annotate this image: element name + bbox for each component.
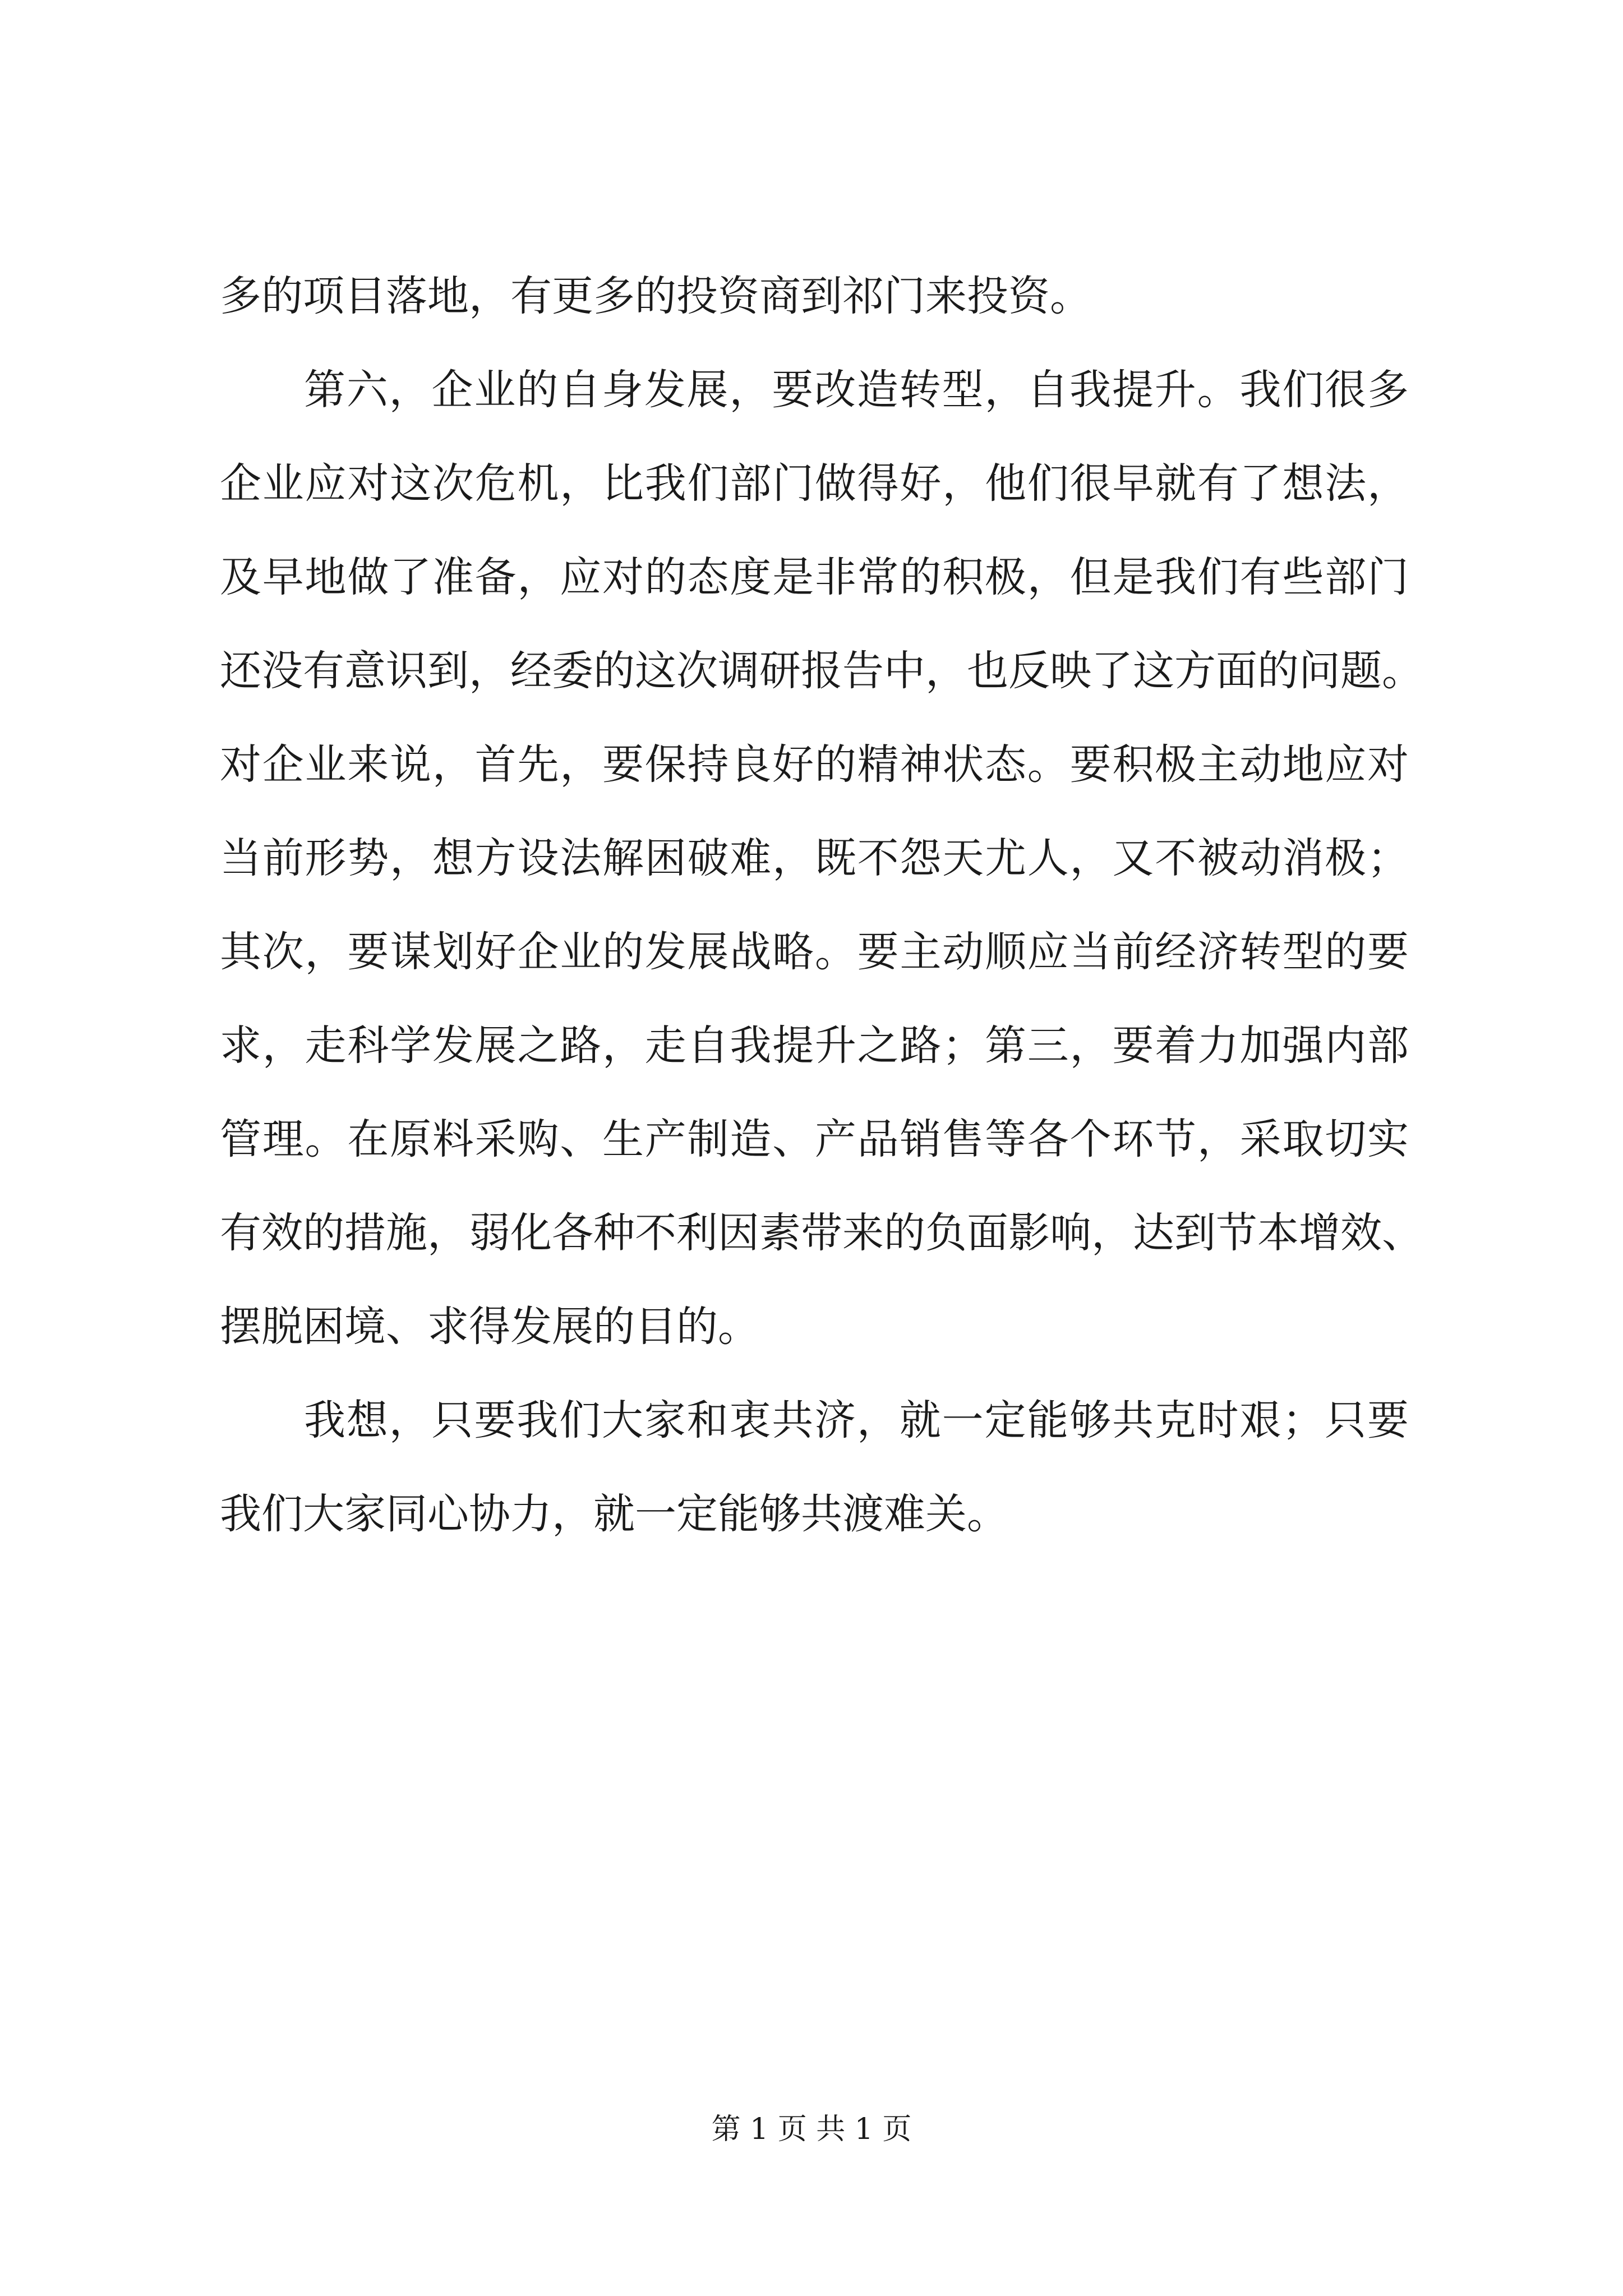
text-line: 摆脱困境、求得发展的目的。 <box>220 1303 759 1351</box>
text-line: 对企业来说，首先，要保持良好的精神状态。要积极主动地应对 <box>220 740 1409 789</box>
page-footer: 第 1 页 共 1 页 <box>711 2113 912 2146</box>
text-line: 还没有意识到，经委的这次调研报告中，也反映了这方面的问题。 <box>220 647 1423 695</box>
text-line: 求，走科学发展之路，走自我提升之路；第三，要着力加强内部 <box>220 1022 1409 1070</box>
document-body <box>220 250 1423 1561</box>
paragraph <box>220 343 1423 1374</box>
text-line: 及早地做了准备，应对的态度是非常的积极，但是我们有些部门 <box>220 553 1409 601</box>
text-line: 多的项目落地，有更多的投资商到祁门来投资。 <box>220 272 1091 320</box>
text-line: 我们大家同心协力，就一定能够共渡难关。 <box>220 1490 1008 1538</box>
text-line: 企业应对这次危机，比我们部门做得好，他们很早就有了想法， <box>220 459 1409 508</box>
text-line: 有效的措施，弱化各种不利因素带来的负面影响，达到节本增效、 <box>220 1209 1423 1257</box>
paragraph <box>220 250 1409 343</box>
text-line: 管理。在原料采购、生产制造、产品销售等各个环节，采取切实 <box>220 1115 1409 1163</box>
paragraph <box>220 1374 1409 1561</box>
text-line: 其次，要谋划好企业的发展战略。要主动顺应当前经济转型的要 <box>220 928 1409 976</box>
text-line: 当前形势，想方设法解困破难，既不怨天尤人，又不被动消极； <box>220 834 1409 882</box>
text-line: 第六，企业的自身发展，要改造转型，自我提升。我们很多 <box>304 366 1409 414</box>
text-line: 我想，只要我们大家和衷共济，就一定能够共克时艰；只要 <box>304 1396 1409 1444</box>
